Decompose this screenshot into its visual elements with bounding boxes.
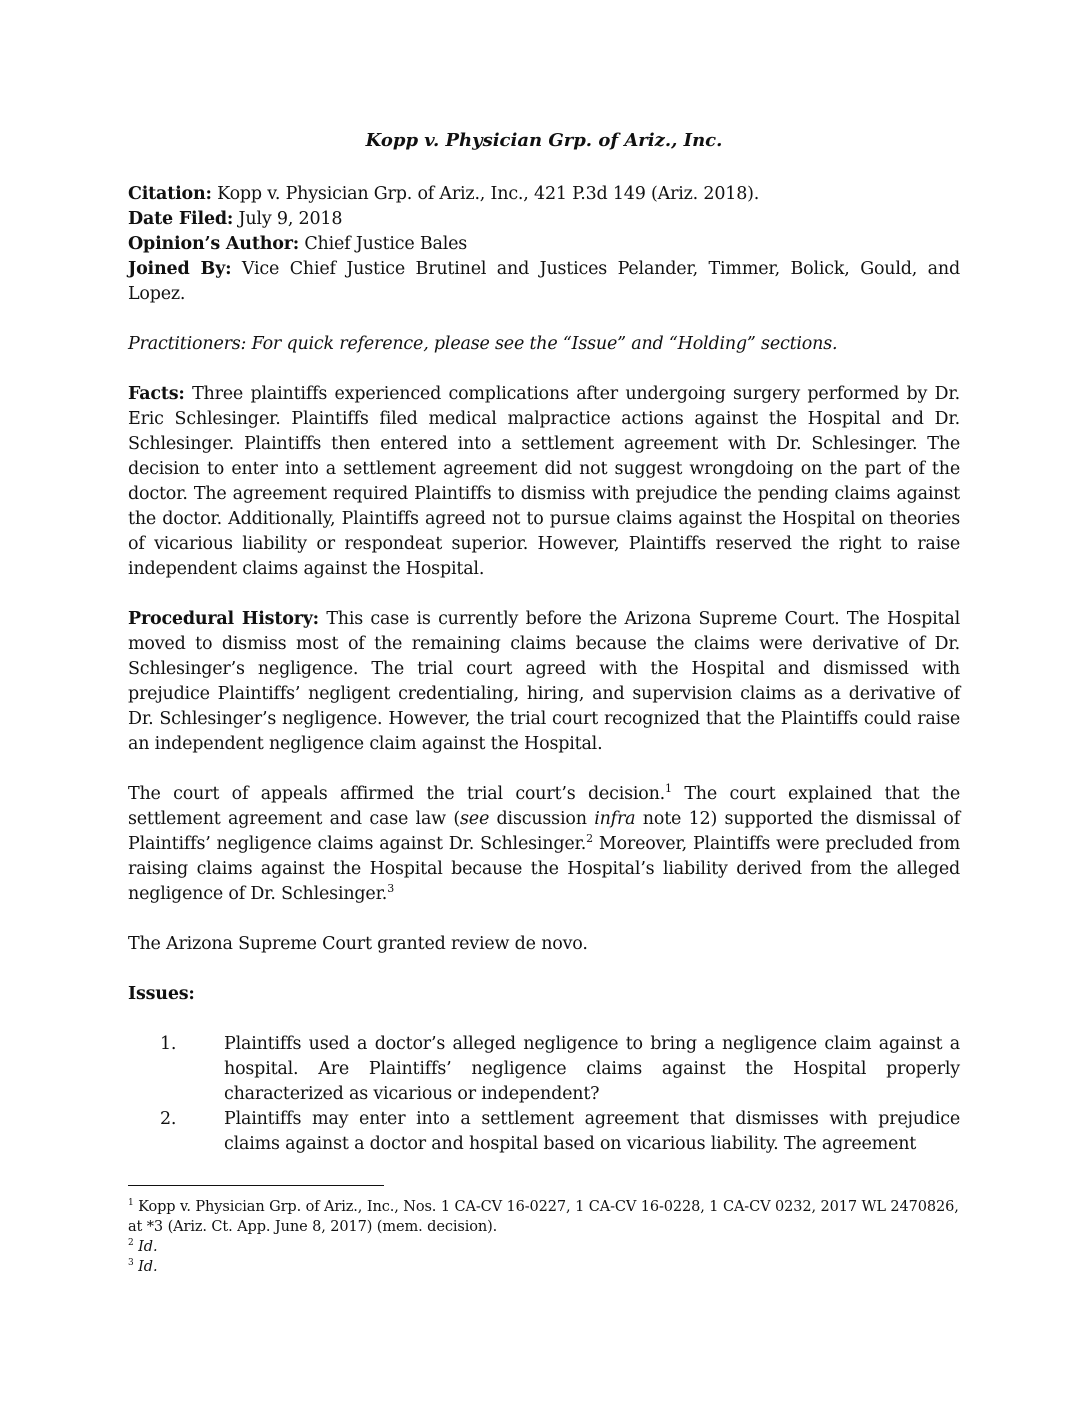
appeals-infra: infra [594, 809, 636, 829]
practitioners-note: Practitioners: For quick reference, please see the “Issue” and “Holding” sections. [128, 334, 838, 354]
appeals-text-1: The court of appeals affirmed the trial court’s decision. [128, 784, 666, 804]
facts-paragraph [128, 382, 960, 582]
facts-label: Facts: [128, 384, 185, 404]
joined-by-line [128, 257, 960, 307]
footnote-text: Kopp v. Physician Grp. of Ariz., Inc., Nos. 1 CA-CV 16-0227, 1 CA-CV 16-0228, 1 CA-CV 0232, 2017 WL 2470826, at *3 (Ariz. Ct. App. June 8, 2017) (mem. decision). [128, 1199, 959, 1235]
footnote-ref-2[interactable]: 2 [586, 832, 593, 846]
footnote-1 [128, 1197, 960, 1237]
date-filed-value: July 9, 2018 [233, 209, 343, 229]
author-line [128, 232, 960, 257]
issue-text: Plaintiffs used a doctor’s alleged negligence to bring a negligence claim against a hospital. Are Plaintiffs’ negligence claims against the Hospital properly characterized as vicarious or independent? [224, 1034, 960, 1104]
footnote-ref-3[interactable]: 3 [387, 882, 394, 896]
appeals-see: see [460, 809, 490, 829]
author-value: Chief Justice Bales [299, 234, 468, 254]
date-filed-label: Date Filed: [128, 209, 234, 229]
citation-label: Citation: [128, 184, 212, 204]
issue-text: Plaintiffs may enter into a settlement agreement that dismisses with prejudice claims against a doctor and hospital based on vicarious liability. The agreement [224, 1109, 960, 1154]
issue-number: 1. [160, 1034, 177, 1054]
document-body [128, 182, 960, 1157]
footnote-text: Id. [133, 1239, 158, 1255]
footnote-mark: 1 [128, 1198, 134, 1209]
procedural-history-label: Procedural History: [128, 609, 319, 629]
issues-list [128, 1032, 960, 1157]
footnote-mark: 2 [128, 1238, 134, 1249]
citation-value: Kopp v. Physician Grp. of Ariz., Inc., 421 P.3d 149 (Ariz. 2018). [211, 184, 760, 204]
joined-by-label: Joined By: [128, 259, 232, 279]
issue-number: 2. [160, 1109, 177, 1129]
footnotes [128, 1197, 960, 1277]
appeals-text-2: The court explained that the settlement agreement and case law ( [128, 784, 960, 829]
issue-item [128, 1032, 960, 1107]
citation-line [128, 182, 960, 207]
appeals-text-5: Moreover, Plaintiffs were precluded from raising claims against the Hospital because the Hospital’s liability derived from the alleged negligence of Dr. Schlesinger. [128, 834, 960, 904]
case-title: Kopp v. Physician Grp. of Ariz., Inc. [365, 130, 723, 151]
procedural-history-text: This case is currently before the Arizona Supreme Court. The Hospital moved to dismiss most of the remaining claims because the claims were derivative of Dr. Schlesinger’s negligence. The trial court agreed with the Hospital and dismissed with prejudice Plaintiffs’ negligent credentialing, hiring, and supervision claims as a derivative of Dr. Schlesinger’s negligence. However, the trial court recognized that the Plaintiffs could raise an independent negligence claim against the Hospital. [128, 609, 960, 754]
appeals-text-4: note 12) supported the dismissal of Plaintiffs’ negligence claims against Dr. Schlesinger. [128, 809, 960, 854]
footnote-text: Id. [133, 1259, 158, 1275]
appeals-paragraph [128, 782, 960, 907]
appeals-text-3: discussion [489, 809, 595, 829]
review-paragraph: The Arizona Supreme Court granted review de novo. [128, 934, 588, 954]
footnote-2 [128, 1237, 960, 1257]
issue-item [128, 1107, 960, 1157]
footnote-divider [128, 1185, 384, 1186]
facts-text: Three plaintiffs experienced complications after undergoing surgery performed by Dr. Eric Schlesinger. Plaintiffs filed medical malpractice actions against the Hospital and Dr. Schlesinger. Plaintiffs then entered into a settlement agreement with Dr. Schlesinger. The decision to enter into a settlement agreement did not suggest wrongdoing on the part of the doctor. The agreement required Plaintiffs to dismiss with prejudice the pending claims against the doctor. Additionally, Plaintiffs agreed not to pursue claims against the Hospital on theories of vicarious liability or respondeat superior. However, Plaintiffs reserved the right to raise independent claims against the Hospital. [128, 384, 960, 579]
procedural-history-paragraph [128, 607, 960, 757]
footnote-mark: 3 [128, 1258, 134, 1269]
author-label: Opinion’s Author: [128, 234, 299, 254]
date-filed-line [128, 207, 960, 232]
issues-heading: Issues: [128, 984, 195, 1004]
footnote-ref-1[interactable]: 1 [665, 782, 672, 796]
footnote-3 [128, 1257, 960, 1277]
joined-by-value: Vice Chief Justice Brutinel and Justices Pelander, Timmer, Bolick, Gould, and Lopez. [128, 259, 960, 304]
